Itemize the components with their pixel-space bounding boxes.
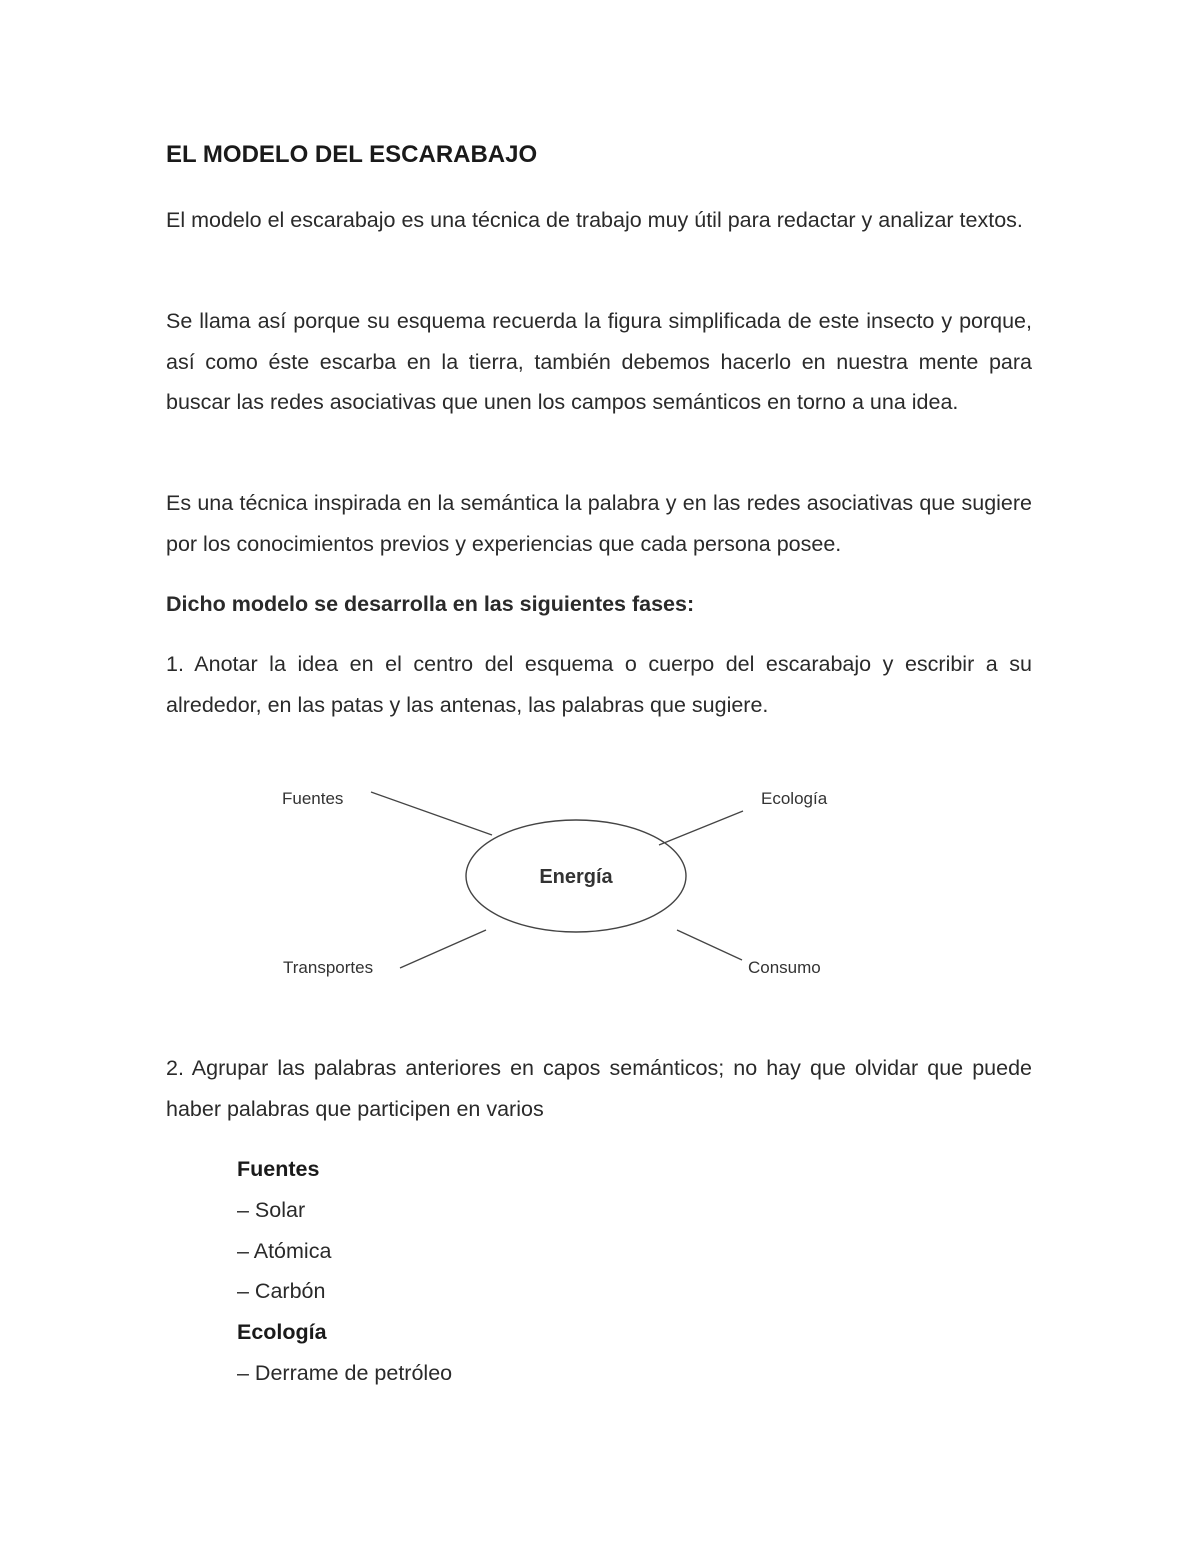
list-item: – Solar — [237, 1197, 306, 1222]
phase-1-text: 1. Anotar la idea en el centro del esquema o cuerpo del escarabajo y escribir a su alrededor, en las patas y las antenas, las palabras que sugiere. — [166, 652, 1032, 717]
connector-bottom-left — [400, 930, 486, 968]
diagram-label-bottom-left: Transportes — [283, 958, 374, 977]
diagram-label-top-right: Ecología — [761, 789, 828, 808]
diagram-label-top-left: Fuentes — [282, 789, 344, 808]
diagram-center-label: Energía — [539, 866, 613, 888]
paragraph-technique: Es una técnica inspirada en la semántica la palabra y en las redes asociativas que sugiere por los conocimientos previos y experiencias que cada persona posee. — [166, 491, 1032, 556]
connector-top-right — [659, 811, 743, 845]
paragraph-name-origin: Se llama así porque su esquema recuerda la figura simplificada de este insecto y porque, así como éste escarba en la tierra, también debemos hacerlo en nuestra mente para buscar las redes asociativas que unen los campos semánticos en torno a una idea. — [166, 309, 1032, 414]
connector-bottom-right — [677, 930, 742, 960]
phases-heading: Dicho modelo se desarrolla en las siguientes fases: — [166, 592, 695, 616]
paragraph-intro: El modelo el escarabajo es una técnica de trabajo muy útil para redactar y analizar textos. — [166, 208, 1023, 232]
group-title-fuentes: Fuentes — [237, 1157, 320, 1181]
list-item: – Derrame de petróleo — [237, 1360, 453, 1385]
list-item: – Carbón — [237, 1279, 326, 1304]
diagram-label-bottom-right: Consumo — [748, 958, 821, 977]
document-title: EL MODELO DEL ESCARABAJO — [166, 141, 538, 168]
list-item: – Atómica — [237, 1238, 332, 1263]
phase-2-text: 2. Agrupar las palabras anteriores en capos semánticos; no hay que olvidar que puede haber palabras que participen en varios — [166, 1056, 1032, 1121]
group-title-ecologia: Ecología — [237, 1320, 327, 1345]
beetle-diagram — [270, 775, 870, 995]
connector-top-left — [371, 792, 492, 835]
semantic-groups-list — [237, 1149, 452, 1394]
